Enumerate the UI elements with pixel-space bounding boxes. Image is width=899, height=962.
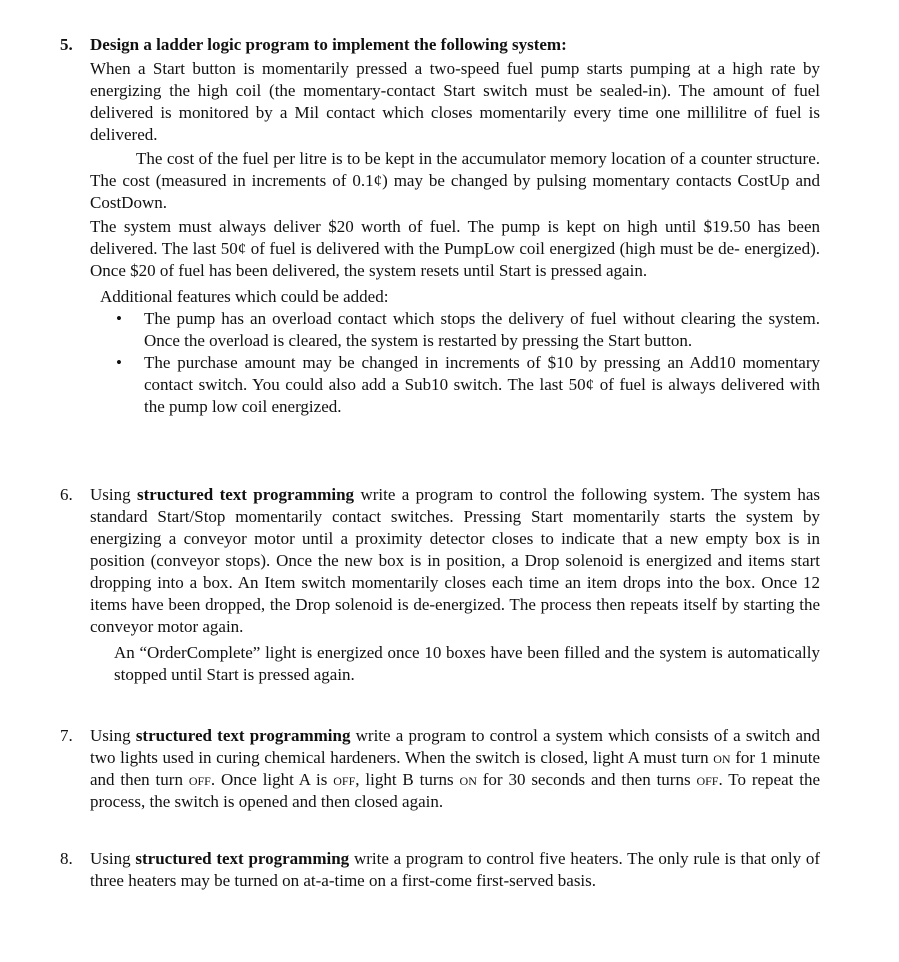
bold-text: structured text programming: [137, 485, 355, 504]
list-item: [90, 308, 820, 352]
lead-text: Using: [90, 726, 131, 745]
bold-text: structured text programming: [135, 849, 350, 868]
paragraph-text: write a program to control five heaters. The only rule is that only of three heaters may be turned on at-a-time on a first-come first-served basis.: [90, 849, 821, 890]
lead-text: Using: [90, 485, 131, 504]
bullet-icon: •: [116, 309, 122, 328]
text-span: for 30 seconds and then turns: [482, 770, 691, 789]
question-7: [60, 725, 820, 813]
small-caps-text: off: [188, 770, 211, 789]
question-title: Design a ladder logic program to implement the following system:: [90, 35, 567, 54]
small-caps-text: off: [333, 770, 356, 789]
paragraph: [90, 725, 820, 813]
lead-text: Using: [90, 849, 131, 868]
question-6: [60, 484, 820, 686]
text-span: , light B turns: [355, 770, 454, 789]
question-number: 8.: [60, 849, 73, 868]
paragraph: When a Start button is momentarily pressed a two-speed fuel pump starts pumping at a high rate by energizing the high coil (the momentary-contact Start switch must be sealed-in). The amount of fuel delivered is monitored by a Mil contact which closes momentarily every time one millilitre of fuel is delivered.: [90, 59, 820, 144]
text-span: write a program to control a system which consists of a switch and two lights used in curing chemical hardeners. When the switch is closed, light A must turn: [90, 726, 821, 767]
small-caps-text: on: [713, 748, 731, 767]
bullet-text: The pump has an overload contact which stops the delivery of fuel without clearing the system. Once the overload is cleared, the system is restarted by pressing the Start button.: [144, 309, 820, 350]
bullet-icon: •: [116, 353, 122, 372]
paragraph: [90, 848, 820, 892]
small-caps-text: off: [696, 770, 719, 789]
additional-features-heading: Additional features which could be added:: [100, 287, 389, 306]
text-span: . Once light A is: [210, 770, 328, 789]
paragraph: The cost of the fuel per litre is to be kept in the accumulator memory location of a counter structure. The cost (measured in increments of 0.1¢) may be changed by pulsing momentary contacts CostUp and CostDown.: [90, 149, 820, 212]
question-8: [60, 848, 820, 892]
question-number: 7.: [60, 726, 73, 745]
question-number: 5.: [60, 35, 73, 54]
small-caps-text: on: [459, 770, 477, 789]
paragraph-text: write a program to control the following system. The system has standard Start/Stop momentarily contact switches. Pressing Start momentarily starts the system by energizing a conveyor motor until a proximity detector closes to indicate that a new empty box is in position (conveyor stops). Once the new box is in position, a Drop solenoid is energized and items start dropping into a box. An Item switch momentarily closes each time an item drops into the box. Once 12 items have been dropped, the Drop solenoid is de-energized. The process then repeats itself by starting the conveyor motor again.: [90, 485, 821, 636]
bullet-text: The purchase amount may be changed in increments of $10 by pressing an Add10 momentary contact switch. You could also add a Sub10 switch. The last 50¢ of fuel is always delivered with the pump low coil energized.: [144, 353, 820, 416]
bullet-list: [90, 308, 820, 418]
paragraph: [90, 484, 820, 638]
bold-text: structured text programming: [135, 726, 351, 745]
question-5: [60, 34, 820, 418]
paragraph: The system must always deliver $20 worth of fuel. The pump is kept on high until $19.50 has been delivered. The last 50¢ of fuel is delivered with the PumpLow coil energized (high must be de- energized). Once $20 of fuel has been delivered, the system resets until Start is pressed again.: [90, 217, 820, 280]
text-span: for 1 minute and then turn: [90, 748, 820, 789]
text-span: . To repeat the process, the switch is opened and then closed again.: [90, 770, 821, 811]
question-number: 6.: [60, 485, 73, 504]
paragraph: An “OrderComplete” light is energized once 10 boxes have been filled and the system is automatically stopped until Start is pressed again.: [114, 643, 820, 684]
list-item: [90, 352, 820, 418]
